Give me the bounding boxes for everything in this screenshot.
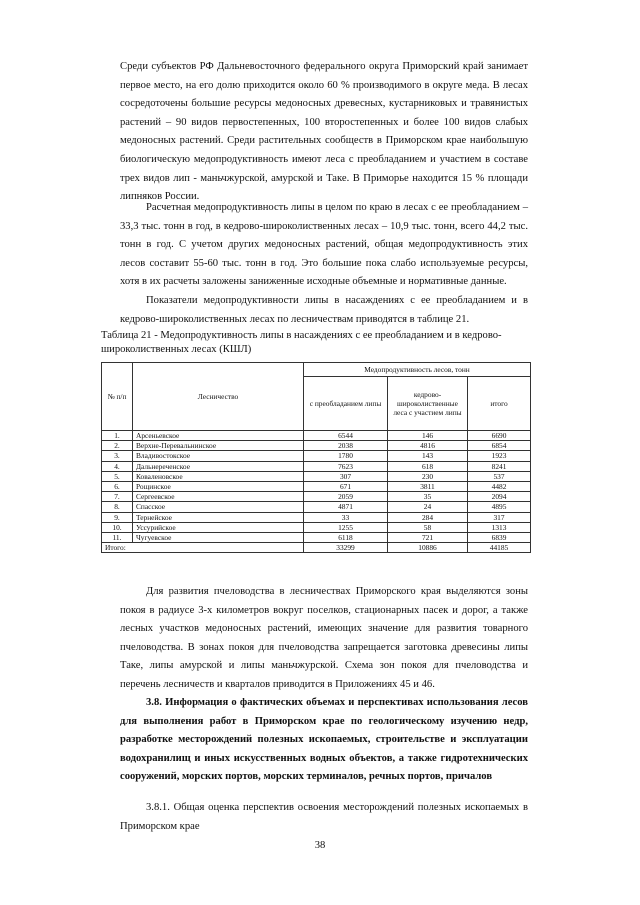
row-number: 9. bbox=[102, 512, 133, 522]
row-kshl: 721 bbox=[388, 533, 468, 543]
row-dominant: 6544 bbox=[304, 431, 388, 441]
row-dominant: 307 bbox=[304, 471, 388, 481]
paragraph-intro: Среди субъектов РФ Дальневосточного федерального округа Приморский край занимает первое место, на его долю приходится около 60 % производимого в округе меда. В лесах сосредоточены большие ресурсы медоносных древесных, кустарниковых и травянистых растений – 90 видов первостепенных, 100 второстепенных и более 100 видов слабых медоносных растений. Среди растительных сообществ в Приморском крае наибольшую биологическую медопродуктивность имеют леса с преобладанием и участием в составе трех видов лип - маньчжурской, амурской и Таке. В Приморье находится 15 % площади липняков России. bbox=[120, 61, 528, 203]
row-number: 8. bbox=[102, 502, 133, 512]
header-productivity-group: Медопродуктивность лесов, тонн bbox=[304, 363, 531, 377]
table-row bbox=[102, 492, 531, 502]
row-kshl: 284 bbox=[388, 512, 468, 522]
row-number: 6. bbox=[102, 482, 133, 492]
table-row bbox=[102, 471, 531, 481]
header-total: итого bbox=[468, 377, 531, 431]
table-row bbox=[102, 441, 531, 451]
row-forestry: Тернейское bbox=[133, 512, 304, 522]
row-dominant: 1255 bbox=[304, 522, 388, 532]
row-forestry: Спасское bbox=[133, 502, 304, 512]
row-total: 1923 bbox=[468, 451, 531, 461]
section-heading-3-8: 3.8. Информация о фактических объемах и перспективах использования лесов для выполнения работ в Приморском крае по геологическому изучению недр, разработке месторождений полезных ископаемых, строительстве и эксплуатации водохранилищ и иных искусственных водных объектов, а также гидротехнических сооружений, морских портов, морских терминалов, речных портов, причалов bbox=[120, 697, 528, 783]
row-dominant: 4871 bbox=[304, 502, 388, 512]
header-number: № п/п bbox=[102, 363, 133, 431]
row-number: 11. bbox=[102, 533, 133, 543]
paragraph-beekeeping-zones: Для развития пчеловодства в лесничествах Приморского края выделяются зоны покоя в радиусе 3-х километров вокруг поселков, стационарных пасек и дорог, а также лесных участков медоносных растений, имеющих значение для развития товарного пчеловодства. В зонах покоя для пчеловодства запрещается заготовка древесины липы Таке, липы амурской и липы маньчжурской. Схема зон покоя для пчеловодства и перечень лесничеств и кварталов приводится в Приложениях 45 и 46. bbox=[120, 586, 528, 690]
total-kshl: 10886 bbox=[388, 543, 468, 553]
row-total: 6854 bbox=[468, 441, 531, 451]
row-forestry: Уссурийское bbox=[133, 522, 304, 532]
row-number: 4. bbox=[102, 461, 133, 471]
header-forestry: Лесничество bbox=[133, 363, 304, 431]
row-number: 5. bbox=[102, 471, 133, 481]
total-dominant: 33299 bbox=[304, 543, 388, 553]
row-dominant: 33 bbox=[304, 512, 388, 522]
row-dominant: 7623 bbox=[304, 461, 388, 471]
header-dominant-linden: с преобладанием липы bbox=[304, 377, 388, 431]
table-row bbox=[102, 502, 531, 512]
row-kshl: 58 bbox=[388, 522, 468, 532]
row-number: 3. bbox=[102, 451, 133, 461]
row-forestry: Чугуевское bbox=[133, 533, 304, 543]
row-forestry: Арсеньевское bbox=[133, 431, 304, 441]
table-row bbox=[102, 522, 531, 532]
row-total: 6839 bbox=[468, 533, 531, 543]
table-caption: Таблица 21 - Медопродуктивность липы в насаждениях с ее преобладанием и в кедрово-широколиственных лесах (КШЛ) bbox=[101, 330, 502, 355]
row-forestry: Коваленовское bbox=[133, 471, 304, 481]
table-row bbox=[102, 533, 531, 543]
row-kshl: 4816 bbox=[388, 441, 468, 451]
paragraph-honey-productivity: Расчетная медопродуктивность липы в целом по краю в лесах с ее преобладанием – 33,3 тыс. тонн в год, в кедрово-широколиственных лесах – 10,9 тыс. тонн, всего 44,2 тыс. тонн в год. С учетом других медоносных растений, общая медопродуктивность этих лесов составит 55-60 тыс. тонн в год. Это большие пока слабо используемые ресурсы, хотя в их расчеты заложены заниженные исходные объемные и нормативные данные. bbox=[120, 202, 528, 288]
row-dominant: 1780 bbox=[304, 451, 388, 461]
row-forestry: Рощинское bbox=[133, 482, 304, 492]
row-kshl: 230 bbox=[388, 471, 468, 481]
row-total: 8241 bbox=[468, 461, 531, 471]
row-number: 1. bbox=[102, 431, 133, 441]
row-total: 4482 bbox=[468, 482, 531, 492]
table-row bbox=[102, 512, 531, 522]
honey-productivity-table bbox=[101, 362, 531, 553]
row-forestry: Сергеевское bbox=[133, 492, 304, 502]
total-label: Итого: bbox=[102, 543, 304, 553]
row-kshl: 143 bbox=[388, 451, 468, 461]
page-number: 38 bbox=[314, 840, 326, 851]
row-kshl: 618 bbox=[388, 461, 468, 471]
row-total: 6690 bbox=[468, 431, 531, 441]
row-forestry: Верхне-Перевальнинское bbox=[133, 441, 304, 451]
row-dominant: 6118 bbox=[304, 533, 388, 543]
row-kshl: 3811 bbox=[388, 482, 468, 492]
table-row bbox=[102, 482, 531, 492]
total-total: 44185 bbox=[468, 543, 531, 553]
table-total-row bbox=[102, 543, 531, 553]
row-number: 2. bbox=[102, 441, 133, 451]
row-total: 1313 bbox=[468, 522, 531, 532]
row-dominant: 2059 bbox=[304, 492, 388, 502]
row-number: 10. bbox=[102, 522, 133, 532]
row-total: 317 bbox=[468, 512, 531, 522]
row-dominant: 671 bbox=[304, 482, 388, 492]
paragraph-table-reference: Показатели медопродуктивности липы в насаждениях с ее преобладанием и в кедрово-широколиственных лесах по лесничествам приводятся в таблице 21. bbox=[120, 295, 528, 325]
row-kshl: 24 bbox=[388, 502, 468, 512]
header-kshl: кедрово-широколиственные леса с участием липы bbox=[388, 377, 468, 431]
row-number: 7. bbox=[102, 492, 133, 502]
table-row bbox=[102, 461, 531, 471]
row-total: 537 bbox=[468, 471, 531, 481]
row-total: 2094 bbox=[468, 492, 531, 502]
row-forestry: Владивостокское bbox=[133, 451, 304, 461]
table-row bbox=[102, 431, 531, 441]
row-dominant: 2038 bbox=[304, 441, 388, 451]
subsection-heading-3-8-1: 3.8.1. Общая оценка перспектив освоения месторождений полезных ископаемых в Приморском крае bbox=[120, 802, 528, 832]
row-total: 4895 bbox=[468, 502, 531, 512]
row-kshl: 35 bbox=[388, 492, 468, 502]
row-kshl: 146 bbox=[388, 431, 468, 441]
table-row bbox=[102, 451, 531, 461]
row-forestry: Дальнереченское bbox=[133, 461, 304, 471]
